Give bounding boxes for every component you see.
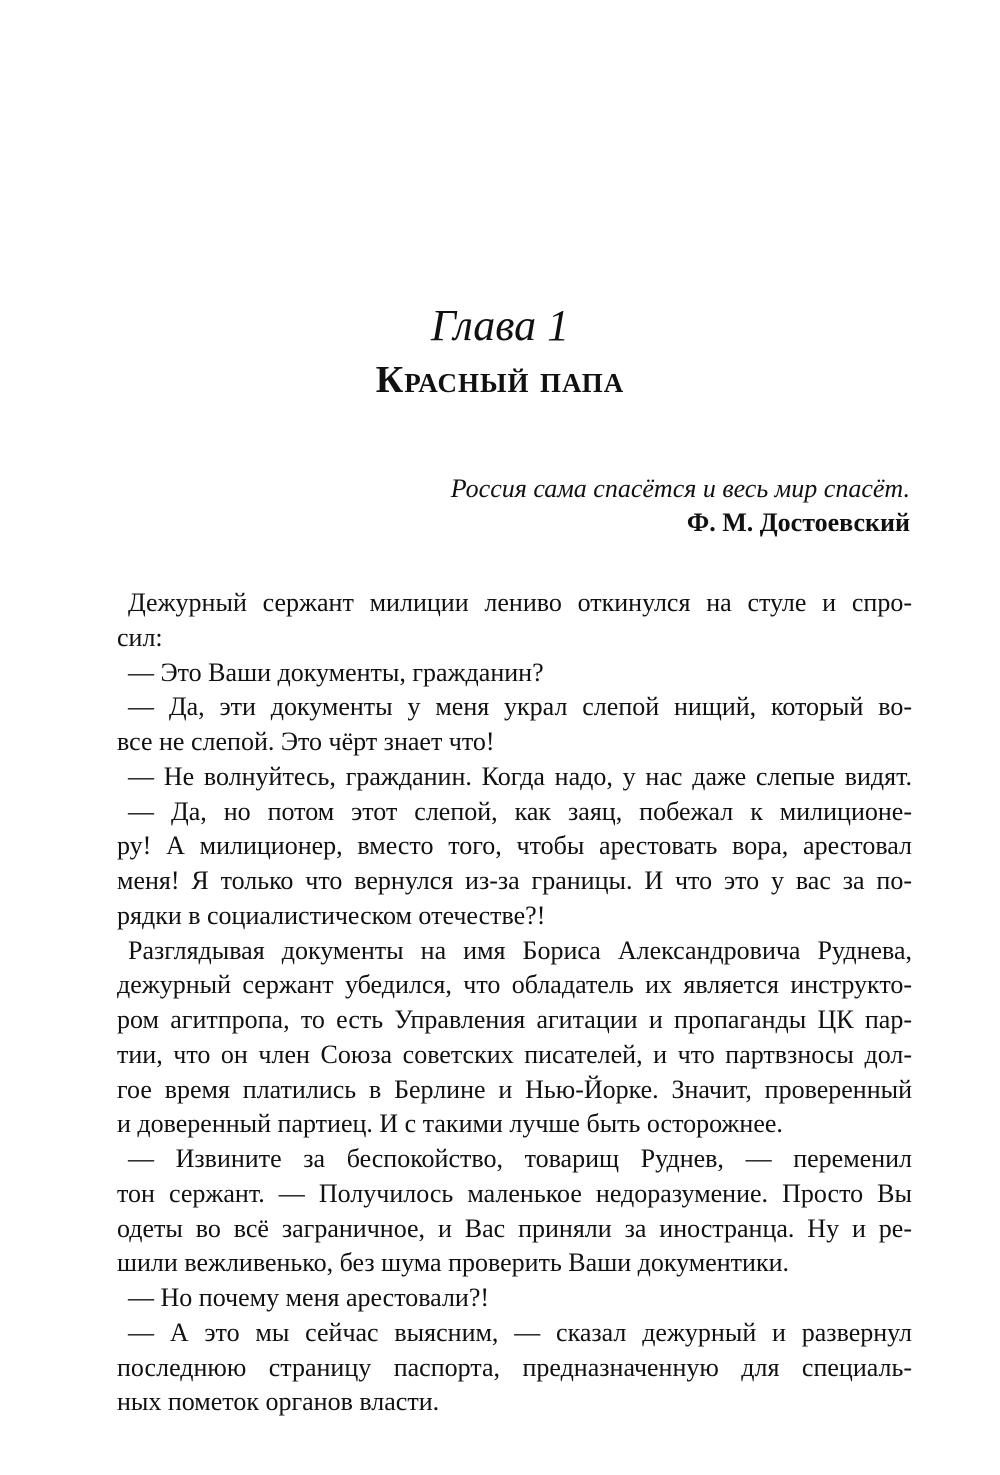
text-line: тии, что он член Союза советских писателей, и что партвзносы дол- [117,1039,912,1069]
text-line: сил: [117,622,163,652]
text-line: шили вежливенько, без шума проверить Ваши документики. [117,1248,790,1278]
text-line: ром агитпропа, то есть Управления агитации и пропаганды ЦК пар- [117,1005,912,1034]
body-text [117,586,912,1420]
text-line: — Это Ваши документы, гражданин? [128,657,544,687]
text-line: дежурный сержант убедился, что обладатель их является инструкто- [117,970,912,1000]
text-line: и доверенный партиец. И с такими лучше быть осторожнее. [117,1109,783,1139]
epigraph-quote: Россия сама спасётся и весь мир спасёт. [450,474,910,503]
text-line: — Не волнуйтесь, гражданин. Когда надо, у нас даже слепые видят. [128,761,912,791]
text-line: все не слепой. Это чёрт знает что! [117,727,495,756]
text-line: — Но почему меня арестовали?! [128,1283,490,1312]
text-line: — А это мы сейчас выясним, — сказал дежурный и развернул [128,1317,912,1347]
text-line: рядки в социалистическом отечестве?! [117,900,546,930]
text-line: — Извините за беспокойство, товарищ Руднев, — переменил [128,1144,912,1173]
text-line: гое время платились в Берлине и Нью-Йорке. Значит, проверенный [117,1074,912,1104]
text-line: — Да, эти документы у меня украл слепой нищий, который во- [128,692,912,722]
text-line: — Да, но потом этот слепой, как заяц, побежал к милиционе- [128,796,912,826]
epigraph-author: Ф. М. Достоевский [686,508,910,537]
chapter-title: Красный папа [375,359,625,401]
text-line: меня! Я только что вернулся из-за границы. И что это у вас за по- [117,866,912,895]
text-line: тон сержант. — Получилось маленькое недоразумение. Просто Вы [117,1178,912,1208]
text-line: ру! А милиционер, вместо того, чтобы арестовать вора, арестовал [117,831,912,861]
text-line: последнюю страницу паспорта, предназначенную для специаль- [117,1352,912,1382]
text-line: ных пометок органов власти. [117,1387,440,1417]
chapter-number: Глава 1 [430,301,570,350]
text-line: Разглядывая документы на имя Бориса Александровича Руднева, [128,935,912,965]
text-line: одеты во всё заграничное, и Вас приняли за иностранца. Ну и ре- [117,1213,912,1243]
text-line: Дежурный сержант милиции лениво откинулся на стуле и спро- [128,588,912,617]
